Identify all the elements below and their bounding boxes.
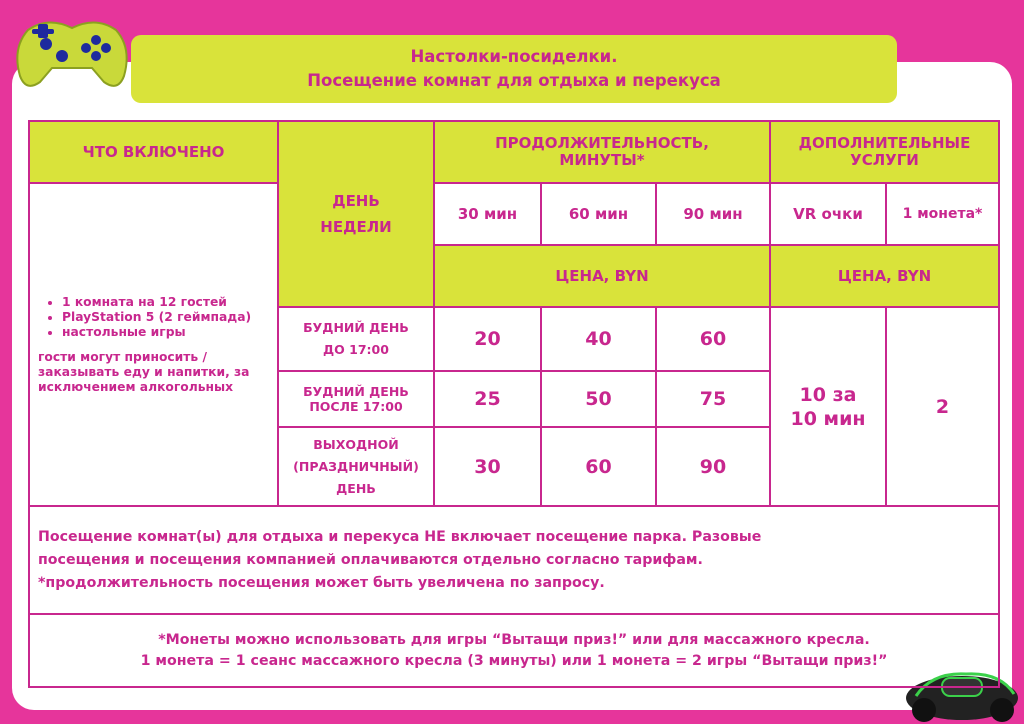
duration-90: 90 мин xyxy=(657,184,771,246)
included-item: • PlayStation 5 (2 геймпада) xyxy=(62,310,251,325)
day-weekday-after-text: БУДНИЙ ДЕНЬ ПОСЛЕ 17:00 xyxy=(303,384,409,414)
day-weekend-text: ВЫХОДНОЙ (ПРАЗДНИЧНЫЙ) ДЕНЬ xyxy=(293,436,419,496)
price-cell: 60 xyxy=(657,308,771,372)
day-header xyxy=(279,122,435,308)
gamepad-icon xyxy=(8,10,136,96)
pricing-table xyxy=(28,120,1000,688)
day-weekday-before xyxy=(279,308,435,372)
vr-price-text: 10 за 10 мин xyxy=(790,383,866,430)
day-header-text: ДЕНЬ НЕДЕЛИ xyxy=(320,192,392,236)
price-cell: 90 xyxy=(657,428,771,507)
included-content xyxy=(30,184,279,507)
extra-header-text: ДОПОЛНИТЕЛЬНЫЕ УСЛУГИ xyxy=(798,134,971,169)
coin-note xyxy=(30,615,1000,686)
price-label-duration: ЦЕНА, BYN xyxy=(435,246,771,308)
coin-price: 2 xyxy=(887,308,1000,507)
visit-note xyxy=(30,507,1000,615)
day-weekday-before-text: БУДНИЙ ДЕНЬ ДО 17:00 xyxy=(303,320,409,357)
price-cell: 60 xyxy=(542,428,657,507)
included-list xyxy=(38,295,251,340)
included-note: гости могут приносить / заказывать еду и напитки, за исключением алкогольных xyxy=(38,349,250,394)
price-cell: 40 xyxy=(542,308,657,372)
price-label-extra: ЦЕНА, BYN xyxy=(771,246,1000,308)
price-cell: 25 xyxy=(435,372,542,428)
extra-coin: 1 монета* xyxy=(887,184,1000,246)
day-weekday-after xyxy=(279,372,435,428)
coin-note-line: *Монеты можно использовать для игры “Вытащи приз!” или для массажного кресла. xyxy=(158,631,870,648)
visit-note-line: Посещение комнат(ы) для отдыха и перекуса НЕ включает посещение парка. Разовые xyxy=(38,528,762,545)
visit-note-line: *продолжительность посещения может быть увеличена по запросу. xyxy=(38,574,605,591)
included-item: • 1 комната на 12 гостей xyxy=(62,295,251,310)
visit-note-line: посещения и посещения компанией оплачиваются отдельно согласно тарифам. xyxy=(38,551,703,568)
title-line-2: Посещение комнат для отдыха и перекуса xyxy=(307,71,721,90)
extra-header xyxy=(771,122,1000,184)
duration-30: 30 мин xyxy=(435,184,542,246)
title-banner xyxy=(131,35,897,103)
duration-header xyxy=(435,122,771,184)
extra-vr: VR очки xyxy=(771,184,887,246)
coin-note-line: 1 монета = 1 сеанс массажного кресла (3 минуты) или 1 монета = 2 игры “Вытащи приз!” xyxy=(140,652,888,669)
vr-price xyxy=(771,308,887,507)
included-header: ЧТО ВКЛЮЧЕНО xyxy=(30,122,279,184)
day-weekend xyxy=(279,428,435,507)
price-cell: 75 xyxy=(657,372,771,428)
price-cell: 30 xyxy=(435,428,542,507)
duration-60: 60 мин xyxy=(542,184,657,246)
price-cell: 50 xyxy=(542,372,657,428)
duration-header-text: ПРОДОЛЖИТЕЛЬНОСТЬ, МИНУТЫ* xyxy=(495,134,709,169)
title-line-1: Настолки-посиделки. xyxy=(410,47,618,66)
included-item: • настольные игры xyxy=(62,325,251,340)
price-cell: 20 xyxy=(435,308,542,372)
